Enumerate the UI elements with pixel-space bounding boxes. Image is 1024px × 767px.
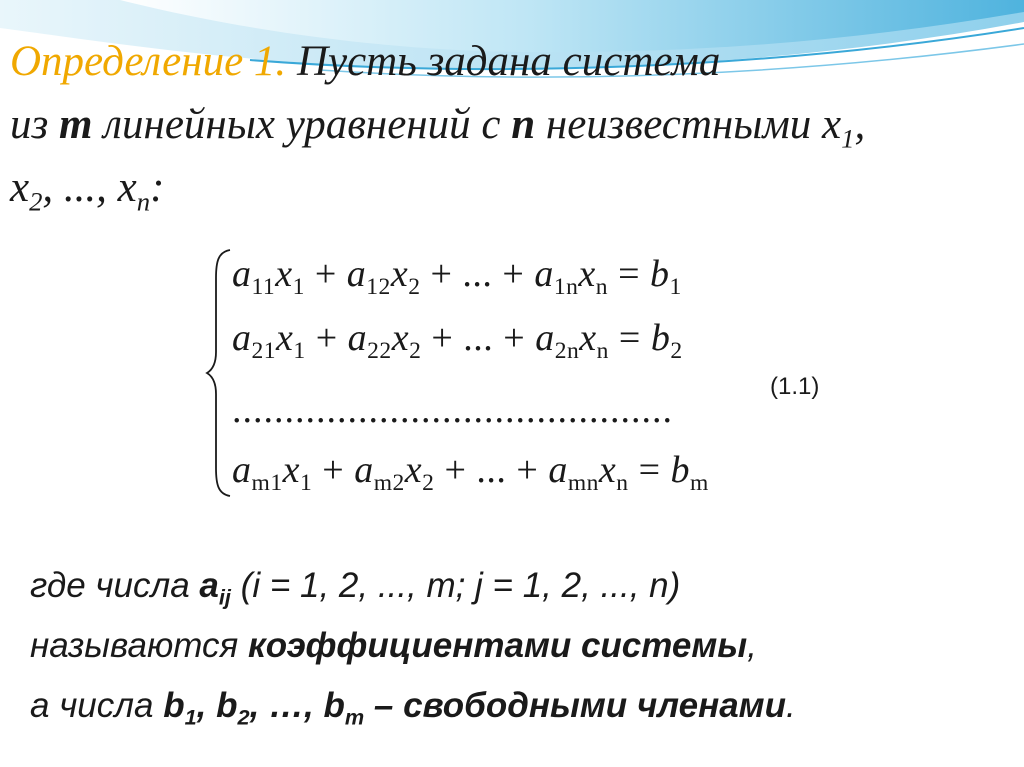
separator: , [196, 686, 217, 725]
coefficients-term: коэффициентами системы [247, 626, 748, 665]
eq-equals: = [608, 317, 651, 359]
eq-term: x [390, 253, 409, 295]
subscript: m1 [251, 470, 283, 497]
subscript: 2 [670, 338, 683, 365]
subscript: 1 [184, 704, 197, 730]
subscript: 1 [669, 274, 682, 301]
subscript: 2 [29, 186, 43, 217]
eq-term: x [579, 317, 597, 359]
subscript: 1 [299, 470, 313, 497]
eq-operator: + [304, 253, 347, 295]
equation-row-2 [232, 317, 683, 365]
subscript: 12 [366, 274, 391, 301]
definition-label: Определение 1. [10, 38, 287, 85]
definition-text-5: , ..., x [42, 164, 137, 211]
subscript: m [690, 470, 709, 497]
equation-number: (1.1) [770, 373, 820, 400]
equation-row-dots: .......................................... [232, 389, 673, 431]
eq-operator: + [305, 317, 348, 359]
separator: , …, [249, 686, 324, 725]
subscript: n [595, 274, 609, 301]
eq-term: x [578, 253, 596, 295]
left-curly-brace-icon [204, 248, 234, 498]
aij-coefficient: a [199, 566, 219, 605]
eq-operator: + ... + [434, 449, 549, 491]
eq-term: x [275, 253, 293, 295]
eq-term: a [346, 253, 367, 295]
eq-term: x [404, 449, 423, 491]
subscript: mn [567, 470, 599, 497]
eq-term: a [548, 449, 568, 491]
subscript: m [344, 704, 365, 730]
explanation-period: . [785, 686, 796, 725]
eq-term: a [347, 317, 368, 359]
subscript: n [136, 186, 151, 217]
eq-term: a [534, 253, 554, 295]
definition-paragraph [10, 30, 1010, 219]
eq-term: a [354, 449, 374, 491]
subscript: n [596, 338, 609, 365]
eq-term: a [535, 317, 555, 359]
eq-term: x [391, 317, 410, 359]
explanation-text-1: где числа [30, 566, 200, 605]
subscript: 11 [251, 274, 276, 301]
explanation-text-2: (i = 1, 2, ..., m; j = 1, 2, ..., n) [230, 566, 681, 605]
eq-term: a [232, 317, 252, 359]
eq-term: x [598, 449, 617, 491]
subscript: ij [218, 584, 231, 610]
definition-text-3: линейных уравнений с [92, 101, 512, 148]
explanation-text-3: называются [30, 626, 248, 665]
eq-operator: + [312, 449, 355, 491]
subscript: n [616, 470, 629, 497]
eq-term: a [232, 449, 252, 491]
m-variable: m [59, 101, 93, 148]
eq-term: x [282, 449, 300, 491]
eq-term: x [276, 317, 294, 359]
subscript: 21 [251, 338, 277, 365]
equation-system [198, 240, 738, 500]
eq-term: b [650, 253, 670, 295]
subscript: 22 [367, 338, 392, 365]
definition-x2: x [10, 164, 30, 211]
definition-text-1: Пусть задана система [286, 38, 721, 85]
eq-term: a [232, 253, 252, 295]
equation-row-1 [232, 253, 682, 301]
equation-row-m [232, 449, 709, 497]
subscript: 1 [293, 338, 306, 365]
eq-operator: + ... + [420, 253, 535, 295]
explanation-paragraph [30, 556, 796, 736]
definition-text-2: из [10, 101, 60, 148]
definition-text-4: неизвестными x [535, 101, 842, 148]
definition-colon: : [150, 164, 165, 211]
subscript: m2 [373, 470, 405, 497]
subscript: 2 [237, 704, 250, 730]
subscript: 2n [554, 338, 580, 365]
subscript: 1 [841, 123, 855, 154]
eq-term: b [650, 317, 671, 359]
subscript: 2 [409, 338, 422, 365]
b-term: b [163, 686, 185, 725]
free-members-term: – свободными членами [364, 686, 786, 725]
n-variable: n [511, 101, 536, 148]
definition-comma: , [854, 101, 866, 148]
subscript: 1n [553, 274, 579, 301]
subscript: 1 [292, 274, 305, 301]
eq-term: b [670, 449, 690, 491]
explanation-text-4: а числа [30, 686, 164, 725]
eq-equals: = [608, 253, 650, 295]
eq-operator: + ... + [421, 317, 536, 359]
subscript: 2 [408, 274, 421, 301]
eq-equals: = [628, 449, 671, 491]
b-term: b [323, 686, 345, 725]
explanation-comma: , [747, 626, 757, 665]
b-term: b [216, 686, 238, 725]
subscript: 2 [422, 470, 435, 497]
